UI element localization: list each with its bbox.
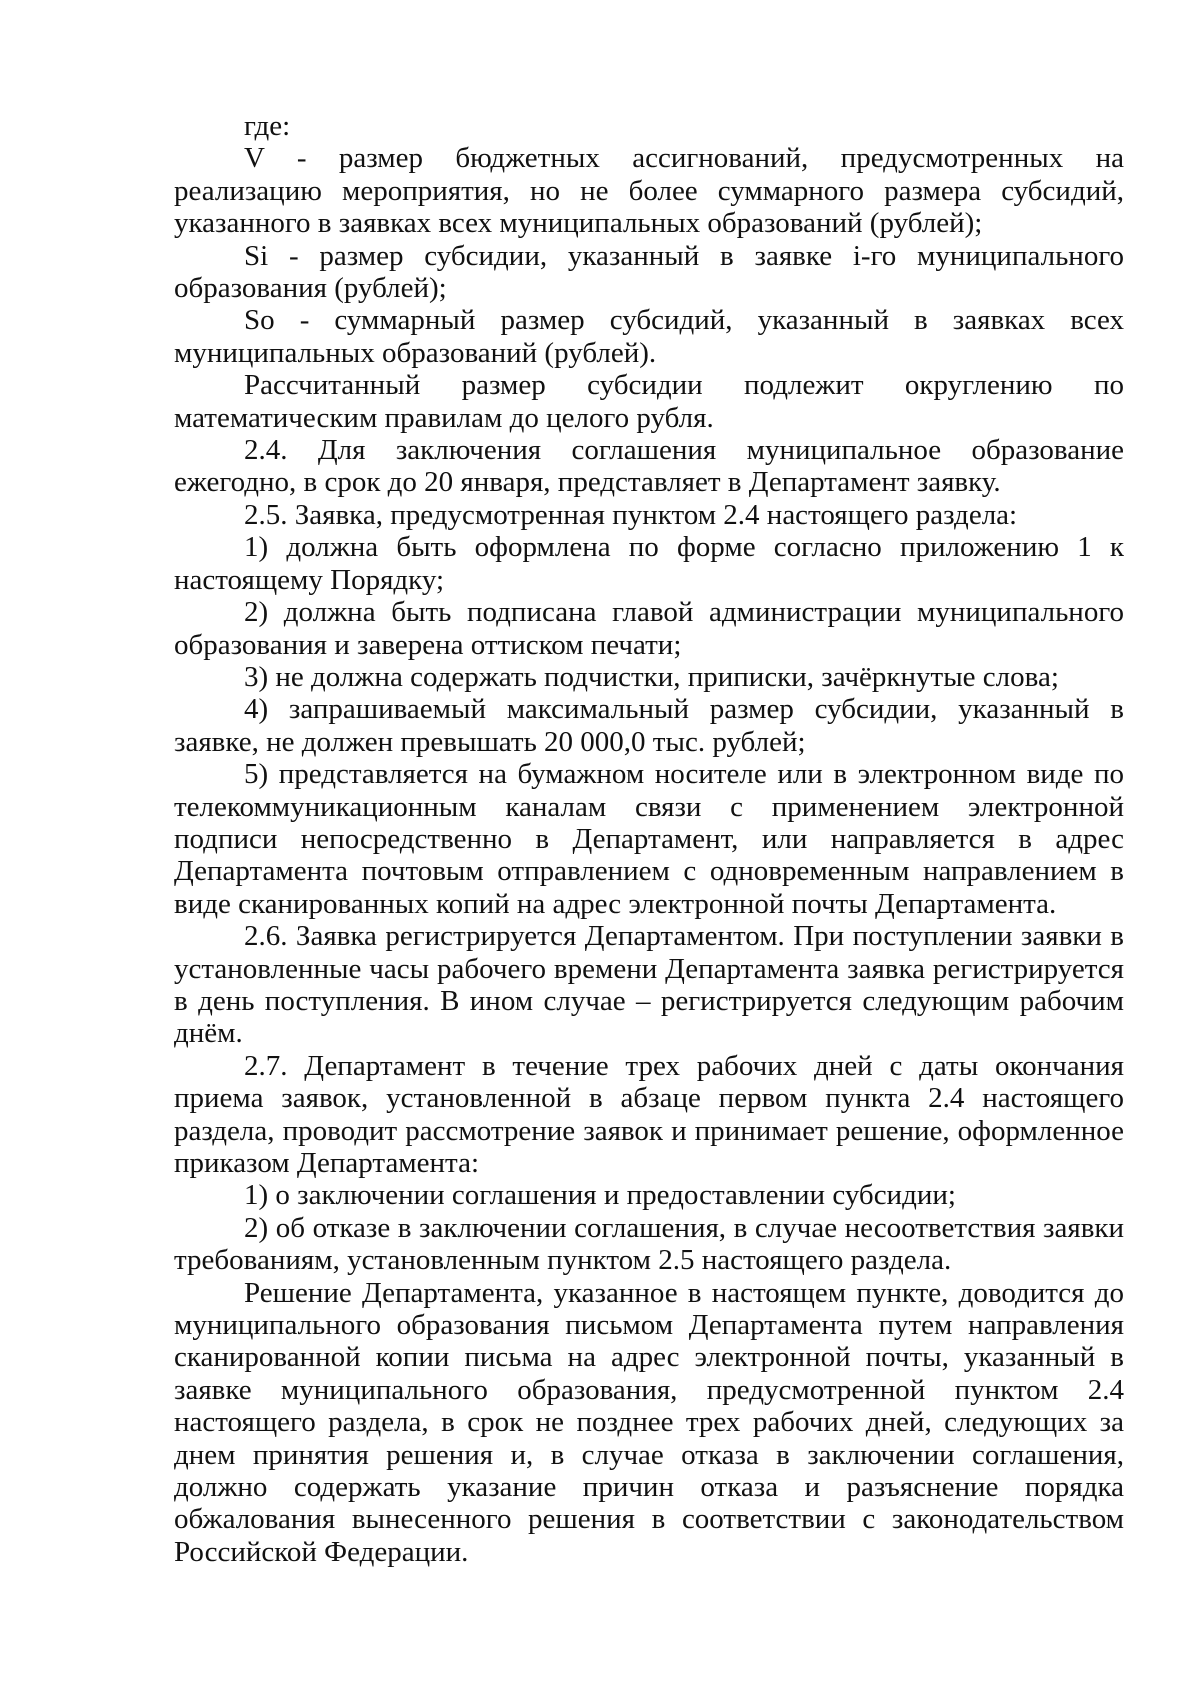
paragraph-2-5-item-5: 5) представляется на бумажном носителе или в электронном виде по телекоммуникационным каналам связи с применением электронной подписи непосредственно в Департамент, или направляется в адрес Департамента почтовым отправлением с одновременным направлением в виде сканированных копий на адрес электронной почты Департамента. bbox=[174, 758, 1124, 920]
paragraph-v-definition: V - размер бюджетных ассигнований, предусмотренных на реализацию мероприятия, но не более суммарного размера субсидий, указанного в заявках всех муниципальных образований (рублей); bbox=[174, 142, 1124, 240]
paragraph-2-7-item-2: 2) об отказе в заключении соглашения, в случае несоответствия заявки требованиям, установленным пунктом 2.5 настоящего раздела. bbox=[174, 1211, 1124, 1277]
paragraph-decision: Решение Департамента, указанное в настоящем пункте, доводится до муниципального образования письмом Департамента путем направления сканированной копии письма на адрес электронной почты, указанный в заявке муниципального образования, предусмотренной пунктом 2.4 настоящего раздела, в срок не позднее трех рабочих дней, следующих за днем принятия решения и, в случае отказа в заключении соглашения, должно содержать указание причин отказа и разъяснение порядка обжалования вынесенного решения в соответствии с законодательством Российской Федерации. bbox=[174, 1276, 1124, 1568]
paragraph-2-7-item-1: 1) о заключении соглашения и предоставлении субсидии; bbox=[244, 1179, 956, 1212]
document-page bbox=[174, 110, 1124, 1568]
paragraph-2-5-item-1: 1) должна быть оформлена по форме согласно приложению 1 к настоящему Порядку; bbox=[174, 531, 1124, 596]
paragraph-2-4: 2.4. Для заключения соглашения муниципальное образование ежегодно, в срок до 20 января, представляет в Департамент заявку. bbox=[174, 434, 1124, 499]
paragraph-so-definition: So - суммарный размер субсидий, указанный в заявках всех муниципальных образований (рублей). bbox=[174, 304, 1124, 369]
paragraph-2-5-item-3: 3) не должна содержать подчистки, приписки, зачёркнутые слова; bbox=[244, 660, 1059, 693]
paragraph-si-definition: Si - размер субсидии, указанный в заявке i-го муниципального образования (рублей); bbox=[174, 239, 1124, 305]
paragraph-2-5: 2.5. Заявка, предусмотренная пунктом 2.4 настоящего раздела: bbox=[244, 498, 1018, 531]
paragraph-2-7: 2.7. Департамент в течение трех рабочих дней с даты окончания приема заявок, установленной в абзаце первом пункта 2.4 настоящего раздела, проводит рассмотрение заявок и принимает решение, оформленное приказом Департамента: bbox=[174, 1049, 1124, 1179]
paragraph-rounding: Рассчитанный размер субсидии подлежит округлению по математическим правилам до целого рубля. bbox=[174, 369, 1124, 434]
paragraph-2-6: 2.6. Заявка регистрируется Департаментом. При поступлении заявки в установленные часы рабочего времени Департамента заявка регистрируется в день поступления. В ином случае – регистрируется следующим рабочим днём. bbox=[174, 920, 1124, 1050]
paragraph-where: где: bbox=[244, 110, 291, 142]
paragraph-2-5-item-2: 2) должна быть подписана главой администрации муниципального образования и заверена оттиском печати; bbox=[174, 596, 1124, 661]
paragraph-2-5-item-4: 4) запрашиваемый максимальный размер субсидии, указанный в заявке, не должен превышать 20 000,0 тыс. рублей; bbox=[174, 693, 1124, 758]
